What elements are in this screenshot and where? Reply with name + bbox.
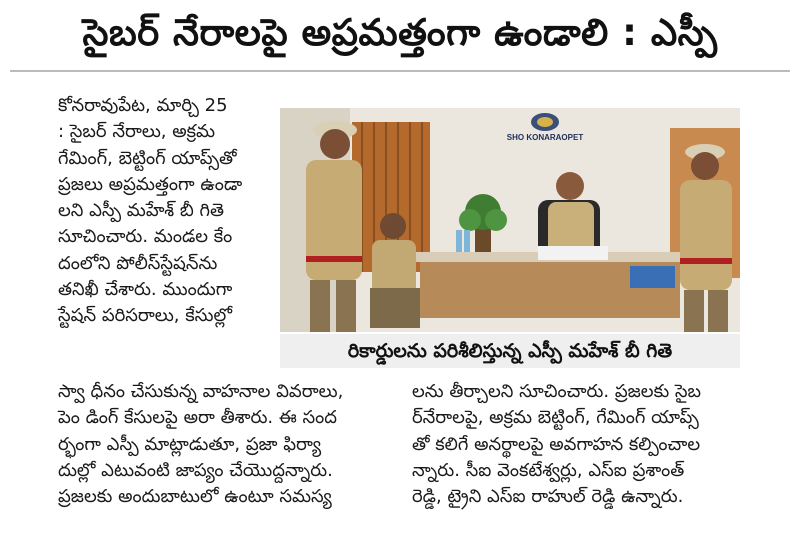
article-line: స్వా ధీనం చేసుకున్న వాహనాల వివరాలు,	[58, 381, 344, 402]
news-photo	[280, 108, 740, 332]
article-line: ర్భంగా ఎస్పీ మాట్లాడుతూ, ప్రజా ఫిర్యా	[58, 433, 322, 455]
article-line: లను తీర్చాలని సూచించారు. ప్రజలకు సైబ	[412, 381, 702, 402]
article-line: తనిఖీ చేశారు. ముందుగా	[58, 279, 233, 301]
article-line: సూచించారు. మండల కేం	[58, 226, 233, 248]
article-line: తో కలిగే అనర్థాలపై అవగాహన కల్పించాల	[412, 433, 701, 455]
article-column-left-bottom	[58, 379, 378, 510]
headline-divider	[10, 70, 790, 72]
article-line: పెం డింగ్ కేసులపై అరా తీశారు. ఈ సంద	[58, 407, 337, 429]
article-line: : సైబర్ నేరాలు, అక్రమ	[58, 121, 216, 143]
office-sign: SHO KONARAOPET	[506, 133, 584, 142]
article-line: స్టేషన్ పరిసరాలు, కేసుల్లో	[58, 305, 233, 327]
article-line: ప్రజలకు అందుబాటులో ఉంటూ సమస్య	[58, 486, 332, 508]
article-line: గేమింగ్, బెట్టింగ్ యాప్స్‌తో	[58, 147, 237, 169]
article-line: కోనరావుపేట, మార్చి 25	[58, 95, 228, 116]
headline: సైబర్ నేరాలపై అప్రమత్తంగా ఉండాలి : ఎస్పీ	[82, 11, 718, 54]
article-line: న్నారు. సీఐ వెంకటేశ్వర్లు, ఎస్ఐ ప్రశాంత్	[412, 459, 685, 481]
article-line: దుల్లో ఎటువంటి జాప్యం చేయొద్దన్నారు.	[58, 459, 333, 481]
photo-caption: రికార్డులను పరిశీలిస్తున్న ఎస్పీ మహేశ్ బీ గితె	[280, 334, 740, 368]
article-line: లని ఎస్పీ మహేశ్ బీ గితె	[58, 200, 224, 222]
police-emblem-icon	[531, 113, 559, 131]
article-line: దంలోని పోలీస్‌స్టేషన్‌ను	[58, 252, 218, 274]
article-column-right-bottom	[412, 379, 730, 510]
article-column-left-top	[58, 93, 278, 330]
article-line: రెడ్డి, ట్రైని ఎస్ఐ రాహుల్ రెడ్డి ఉన్నారు.	[412, 486, 684, 508]
article-line: ప్రజలు అప్రమత్తంగా ఉండా	[58, 173, 243, 195]
article-line: ర్‌నేరాలపై, అక్రమ బెట్టింగ్, గేమింగ్ యాప్స్	[412, 407, 699, 429]
